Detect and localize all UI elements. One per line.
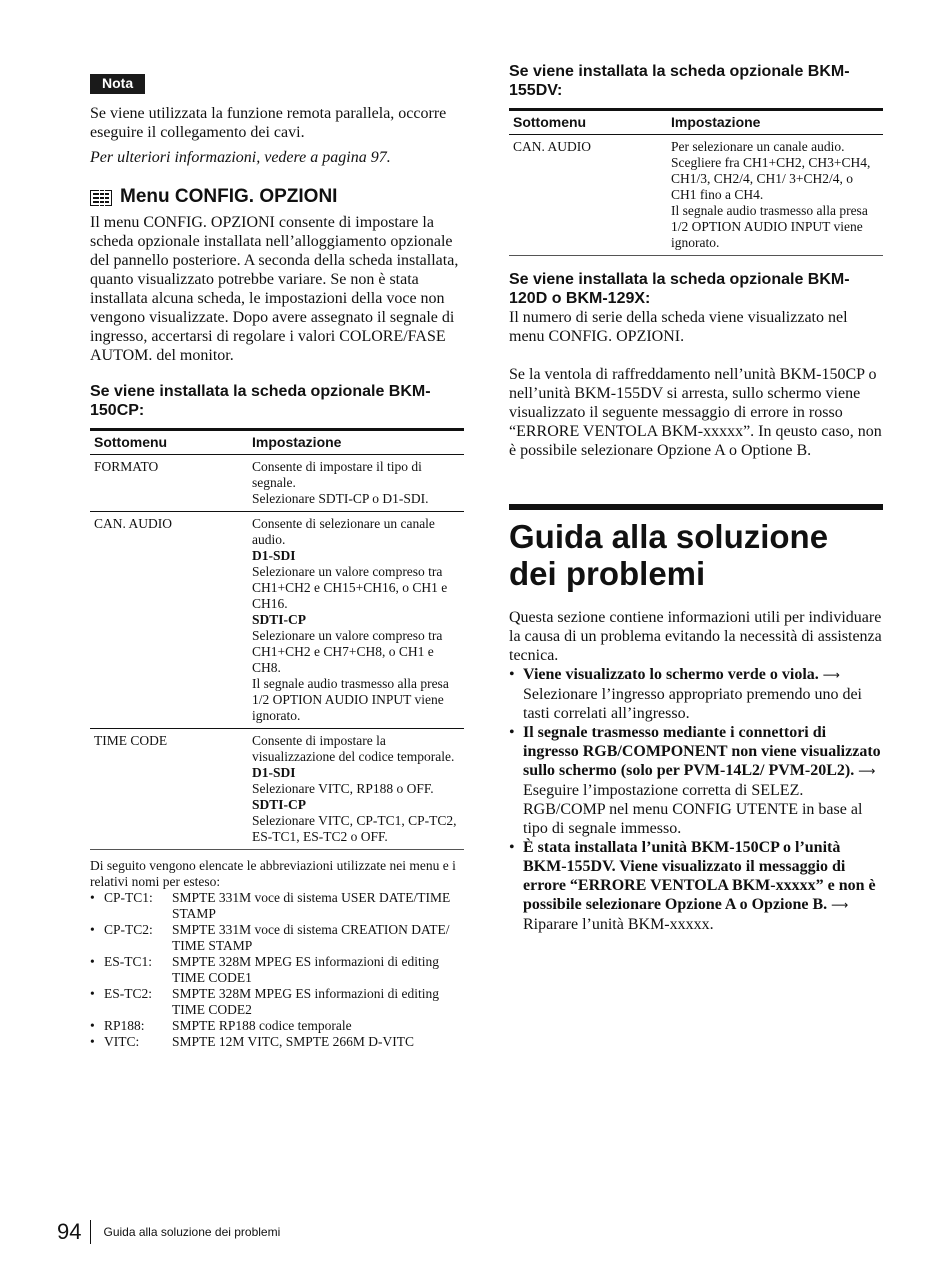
menu-title: Menu CONFIG. OPZIONI	[120, 186, 338, 207]
bullet-icon: •	[509, 724, 515, 741]
table-cell-submenu: CAN. AUDIO	[90, 512, 248, 729]
setting-line: Selezionare VITC, RP188 o OFF.	[252, 781, 434, 796]
page-number: 94	[57, 1219, 82, 1244]
list-item	[90, 986, 464, 1018]
table-header-submenu: Sottomenu	[509, 110, 667, 135]
list-item	[90, 890, 464, 922]
table-cell-setting	[667, 135, 883, 256]
right-column	[509, 62, 883, 934]
table-cell-submenu: TIME CODE	[90, 729, 248, 850]
list-item	[90, 1034, 464, 1050]
troubleshooting-item	[523, 838, 883, 934]
setting-line: Scegliere fra CH1+CH2, CH3+CH4, CH1/3, CH2/4, CH1/ 3+CH2/4, o CH1 fino a CH4.	[671, 155, 871, 202]
bullet-icon: •	[90, 986, 95, 1001]
troubleshooting-item	[523, 723, 883, 838]
troubleshooting-title: Guida alla soluzione dei problemi	[509, 518, 829, 592]
setting-line: Consente di impostare il tipo di segnale.	[252, 459, 422, 490]
bkm155dv-table	[509, 108, 883, 256]
nota-reference: Per ulteriori informazioni, vedere a pagina 97.	[90, 149, 391, 166]
nota-badge: Nota	[90, 74, 145, 94]
menu-panel-icon	[90, 189, 112, 205]
troubleshooting-list	[509, 665, 883, 934]
abbreviation-code: CP-TC2:	[104, 922, 153, 937]
right-arrow-icon: ⟶	[858, 764, 876, 778]
bullet-icon: •	[509, 666, 515, 683]
problem-text: Viene visualizzato lo schermo verde o viola.	[523, 666, 819, 683]
table-row	[90, 512, 464, 729]
abbreviations-list	[90, 890, 464, 1050]
table-header-submenu: Sottomenu	[90, 430, 248, 455]
bullet-icon: •	[90, 922, 95, 937]
table-row	[90, 455, 464, 512]
nota-text: Se viene utilizzata la funzione remota parallela, occorre eseguire il collegamento dei cavi.	[90, 105, 447, 141]
abbreviation-code: ES-TC2:	[104, 986, 153, 1001]
page-footer	[57, 1219, 280, 1245]
setting-subheading: D1-SDI	[252, 765, 296, 780]
right-arrow-icon: ⟶	[831, 898, 849, 912]
setting-line: Il segnale audio trasmesso alla presa 1/2 OPTION AUDIO INPUT viene ignorato.	[252, 676, 449, 723]
solution-text: Eseguire l’impostazione corretta di SELEZ. RGB/COMP nel menu CONFIG UTENTE in base al tipo di segnale immesso.	[523, 782, 863, 837]
bullet-icon: •	[90, 890, 95, 905]
list-item	[90, 954, 464, 986]
abbreviation-code: VITC:	[104, 1034, 140, 1049]
table-row	[90, 729, 464, 850]
left-column	[90, 74, 464, 1050]
section-divider	[509, 504, 883, 510]
right-arrow-icon: ⟶	[822, 668, 840, 682]
setting-line: Selezionare un valore compreso tra CH1+CH2 e CH15+CH16, o CH1 e CH16.	[252, 564, 448, 611]
bkm150cp-table	[90, 428, 464, 850]
setting-line: Selezionare SDTI-CP o D1-SDI.	[252, 491, 429, 506]
table-cell-setting	[248, 455, 464, 512]
bkm120d-text: Il numero di serie della scheda viene visualizzato nel menu CONFIG. OPZIONI.	[509, 309, 848, 345]
bkm155dv-heading: Se viene installata la scheda opzionale BKM-155DV:	[509, 63, 850, 99]
setting-line: Selezionare un valore compreso tra CH1+CH2 e CH7+CH8, o CH1 e CH8.	[252, 628, 443, 675]
setting-line: Consente di selezionare un canale audio.	[252, 516, 435, 547]
setting-line: Il segnale audio trasmesso alla presa 1/2 OPTION AUDIO INPUT viene ignorato.	[671, 203, 868, 250]
setting-line: Consente di impostare la visualizzazione del codice temporale.	[252, 733, 455, 764]
setting-line: Selezionare VITC, CP-TC1, CP-TC2, ES-TC1, ES-TC2 o OFF.	[252, 813, 457, 844]
abbreviation-description: SMPTE 331M voce di sistema USER DATE/TIME STAMP	[172, 890, 451, 921]
table-header-setting: Impostazione	[667, 110, 883, 135]
setting-subheading: D1-SDI	[252, 548, 296, 563]
table-cell-setting	[248, 729, 464, 850]
solution-text: Riparare l’unità BKM-xxxxx.	[523, 916, 714, 933]
menu-intro: Il menu CONFIG. OPZIONI consente di impostare la scheda opzionale installata nell’alloggiamento opzionale del pannello posteriore. A seconda della scheda installata, quanto visualizzato potrebbe variare. Se non è stata installata alcuna scheda, le impostazioni della voce non vengono visualizzate. Dopo avere assegnato il segnale di ingresso, accertarsi di regolare i valori COLORE/FASE AUTOM. del monitor.	[90, 214, 459, 364]
troubleshooting-intro: Questa sezione contiene informazioni utili per individuare la causa di un problema evitando la necessità di assistenza tecnica.	[509, 609, 882, 664]
table-cell-submenu: FORMATO	[90, 455, 248, 512]
fan-error-text: Se la ventola di raffreddamento nell’unità BKM-150CP o nell’unità BKM-155DV si arresta, sullo schermo viene visualizzato il seguente messaggio di errore in rosso “ERRORE VENTOLA BKM-xxxxx”. In qeusto caso, non è possibile selezionare Opzione A o Optione B.	[509, 366, 882, 459]
abbreviation-description: SMPTE 12M VITC, SMPTE 266M D-VITC	[172, 1034, 415, 1049]
bullet-icon: •	[509, 839, 515, 856]
list-item	[509, 665, 883, 723]
list-item	[90, 922, 464, 954]
setting-subheading: SDTI-CP	[252, 612, 307, 627]
footer-section: Guida alla soluzione dei problemi	[103, 1225, 281, 1239]
bullet-icon: •	[90, 1034, 95, 1049]
solution-text: Selezionare l’ingresso appropriato premendo uno dei tasti correlati all’ingresso.	[523, 686, 862, 722]
table-header-setting: Impostazione	[248, 430, 464, 455]
bullet-icon: •	[90, 954, 95, 969]
bkm150cp-heading: Se viene installata la scheda opzionale BKM-150CP:	[90, 383, 431, 419]
menu-heading	[90, 185, 464, 209]
abbreviation-code: RP188:	[104, 1018, 145, 1033]
bkm120d-heading: Se viene installata la scheda opzionale BKM-120D o BKM-129X:	[509, 271, 850, 307]
abbreviation-code: CP-TC1:	[104, 890, 153, 905]
list-item	[509, 723, 883, 838]
abbreviation-code: ES-TC1:	[104, 954, 153, 969]
setting-subheading: SDTI-CP	[252, 797, 307, 812]
list-item	[90, 1018, 464, 1034]
setting-line: Per selezionare un canale audio.	[671, 139, 845, 154]
troubleshooting-item	[523, 665, 883, 723]
list-item	[509, 838, 883, 934]
table-cell-setting	[248, 512, 464, 729]
abbreviation-description: SMPTE 331M voce di sistema CREATION DATE/ TIME STAMP	[172, 922, 450, 953]
bullet-icon: •	[90, 1018, 95, 1033]
footer-divider	[90, 1220, 91, 1244]
table-cell-submenu: CAN. AUDIO	[509, 135, 667, 256]
table-row	[509, 135, 883, 256]
abbreviation-description: SMPTE 328M MPEG ES informazioni di editing TIME CODE2	[172, 986, 440, 1017]
abbreviations-intro: Di seguito vengono elencate le abbreviazioni utilizzate nei menu e i relativi nomi per esteso:	[90, 858, 456, 889]
problem-text: È stata installata l’unità BKM-150CP o l’unità BKM-155DV. Viene visualizzato il messaggio di errore “ERRORE VENTOLA BKM-xxxxx” e non è possibile selezionare Opzione A o Opzione B.	[523, 839, 876, 913]
problem-text: Il segnale trasmesso mediante i connettori di ingresso RGB/COMPONENT non viene visualizzato sullo schermo (solo per PVM-14L2/ PVM-20L2).	[523, 724, 881, 779]
abbreviation-description: SMPTE 328M MPEG ES informazioni di editing TIME CODE1	[172, 954, 440, 985]
abbreviation-description: SMPTE RP188 codice temporale	[172, 1018, 352, 1033]
